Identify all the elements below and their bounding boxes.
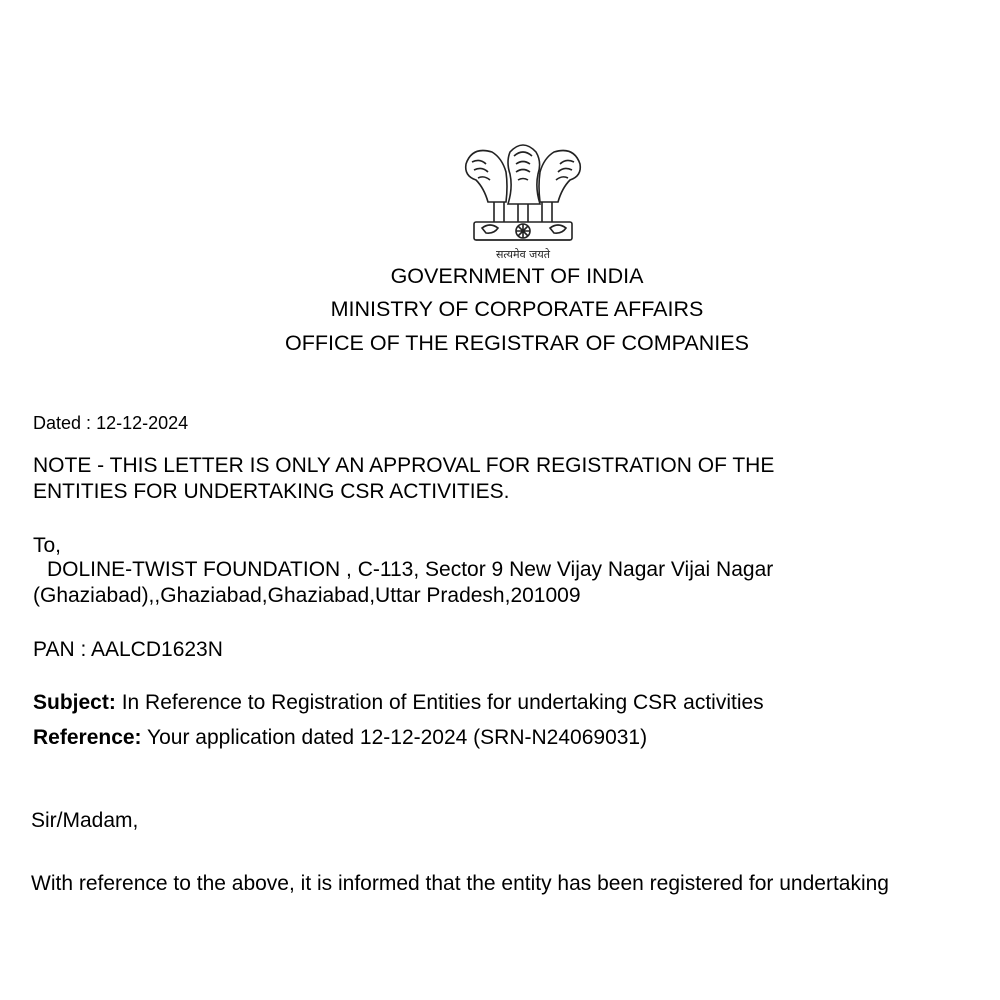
to-label: To, (33, 534, 62, 557)
salutation: Sir/Madam, (31, 809, 139, 832)
address-line-1: DOLINE-TWIST FOUNDATION , C-113, Sector 9 New Vijay Nagar Vijai Nagar (47, 558, 774, 581)
subject-line (33, 691, 764, 715)
reference-label: Reference: (33, 726, 142, 749)
address-block (33, 557, 773, 609)
pan-line (33, 638, 223, 662)
note-line-2: ENTITIES FOR UNDERTAKING CSR ACTIVITIES. (33, 480, 510, 503)
dated-label: Dated : (33, 413, 92, 433)
pan-label: PAN : (33, 638, 87, 661)
reference-text: Your application dated 12-12-2024 (SRN-N24069031) (147, 726, 648, 749)
reference-line (33, 726, 647, 750)
dated-line (33, 413, 188, 434)
pan-value: AALCD1623N (90, 638, 223, 661)
ashoka-lion-capital-icon (458, 134, 588, 262)
note-block (33, 453, 774, 505)
subject-label: Subject: (33, 691, 116, 714)
header-government: GOVERNMENT OF INDIA (390, 264, 644, 288)
dated-value: 12-12-2024 (96, 413, 189, 433)
header-ministry: MINISTRY OF CORPORATE AFFAIRS (330, 297, 704, 321)
note-line-1: NOTE - THIS LETTER IS ONLY AN APPROVAL FOR REGISTRATION OF THE (33, 454, 775, 477)
address-line-2: (Ghaziabad),,Ghaziabad,Ghaziabad,Uttar Pradesh,201009 (33, 584, 581, 607)
emblem-motto: सत्यमेव जयते (495, 248, 551, 261)
body-paragraph: With reference to the above, it is informed that the entity has been registered for undertaking (31, 872, 889, 895)
header-office: OFFICE OF THE REGISTRAR OF COMPANIES (285, 331, 749, 355)
subject-text: In Reference to Registration of Entities for undertaking CSR activities (121, 691, 764, 714)
